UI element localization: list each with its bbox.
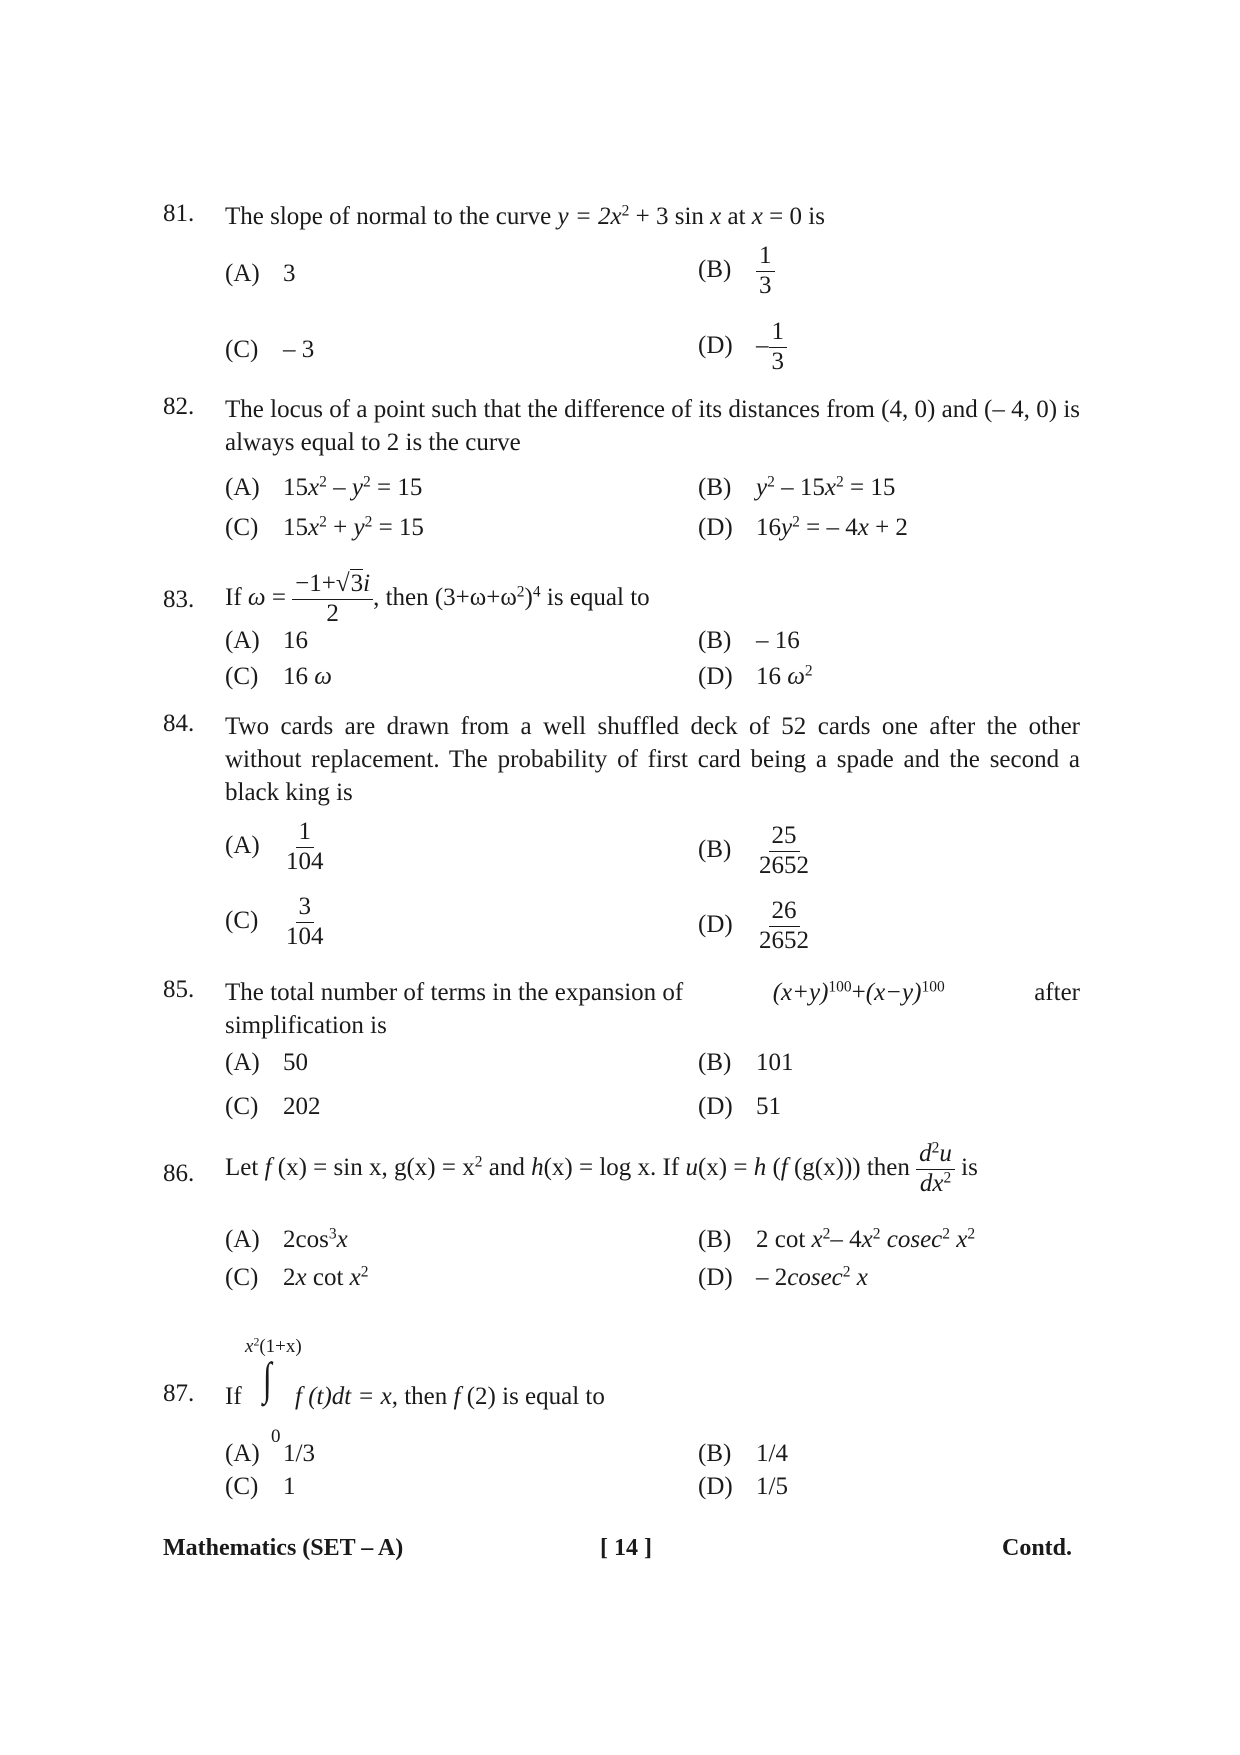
option-b: (B) 2 $\cot x^2-$ $4x^2$ cosec$^2$ $x^2$ [698, 1225, 976, 1253]
option-c: (C) 202 [225, 1093, 321, 1120]
option-c: (C) 1 [225, 1473, 296, 1500]
option-a: (A) 3 [225, 260, 296, 287]
question-text: The total number of terms in the expansion of $(x+y)^{100}+(x-y)^{100}$ after simplification is [225, 978, 1080, 1039]
option-d: (D) – $\frac{1}{3}$ [698, 318, 787, 377]
question-number: 82. [163, 393, 195, 420]
question-text: If $x^2(1+x)$ ∫ 0 f (t)dt = x, then f (2) is equal to [225, 1330, 1080, 1450]
option-b: (B) $\frac{25}{2652}$ [698, 822, 812, 881]
option-b: (B) 1/4 [698, 1440, 788, 1467]
fraction: $\frac{-1+√3i}{2}$ [292, 570, 373, 629]
question-number: 87. [163, 1380, 195, 1407]
fraction: $\frac{26}{2652}$ [759, 897, 809, 954]
option-c: (C) $15x^2 + y^2 = 15$ [225, 513, 424, 541]
option-c: (C) $\frac{3}{104}$ [225, 893, 327, 952]
option-a: (A) 1/3 [225, 1440, 315, 1467]
question-text: The locus of a point such that the difference of its distances from (4, 0) and (– 4, 0) is always equal to 2 is the curve [225, 396, 1080, 456]
option-a: (A) $2\cos^3x$ [225, 1225, 348, 1253]
derivative-fraction: $\frac{d^2u}{dx^2}$ [916, 1140, 955, 1199]
question-text: The slope of normal to the curve $y = 2x^2 + 3$ sin x at x = 0 is [225, 202, 825, 230]
question-number: 86. [163, 1160, 195, 1187]
option-a: (A) 16 [225, 627, 308, 654]
fraction: $\frac{3}{104}$ [286, 893, 324, 950]
fraction: $\frac{25}{2652}$ [759, 822, 809, 879]
option-b: (B) 101 [698, 1049, 794, 1076]
option-c: (C) – 3 [225, 336, 315, 363]
option-d: (D) 51 [698, 1093, 781, 1120]
option-b: (B) – 16 [698, 627, 800, 654]
option-b: (B) $y^2 - 15x^2 = 15$ [698, 473, 896, 501]
option-b: (B) $\frac{1}{3}$ [698, 242, 775, 301]
integral-lower-limit: 0 [271, 1426, 281, 1447]
footer-contd: Contd. [1002, 1535, 1073, 1561]
fraction: $\frac{1}{104}$ [286, 818, 324, 875]
option-d: (D) $\frac{26}{2652}$ [698, 897, 812, 956]
question-text: If ω = $\frac{-1+√3i}{2}$ , then $(3+\omega+\omega^2)^4$ is equal to [225, 570, 650, 627]
fraction: $\frac{1}{3}$ [769, 318, 788, 377]
option-a: (A) 50 [225, 1049, 308, 1076]
integral-upper-limit: $x^2(1+x)$ [245, 1335, 302, 1357]
option-d: (D) 16 $\omega^2$ [698, 662, 813, 690]
question-number: 85. [163, 976, 195, 1003]
option-a: (A) $15x^2 - y^2 = 15$ [225, 473, 423, 501]
option-a: (A) $\frac{1}{104}$ [225, 818, 327, 877]
footer-page-number: [ 14 ] [600, 1535, 652, 1561]
footer-subject: Mathematics (SET – A) [163, 1535, 404, 1561]
question-text: Two cards are drawn from a well shuffled deck of 52 cards one after the other without replacement. The probability of first card being a spade and the second a black king is [225, 713, 1080, 806]
option-d: (D) 1/5 [698, 1473, 788, 1500]
integral-sign: ∫ [262, 1353, 272, 1404]
question-number: 84. [163, 710, 195, 737]
option-c: (C) 16 ω [225, 663, 332, 690]
option-d: (D) – 2cosec$^2$ x [698, 1263, 868, 1291]
option-c: (C) 2x $\cot x^2$ [225, 1263, 369, 1291]
question-number: 83. [163, 586, 195, 613]
question-number: 81. [163, 200, 195, 227]
option-d: (D) $16y^2$ = – 4x + 2 [698, 513, 908, 541]
fraction: $\frac{1}{3}$ [756, 242, 775, 301]
question-text: Let f (x) = sin x, $g(x) = x^2$ and h(x) = log x. If u(x) = h (f (g(x))) then $\frac{d^2u}{dx^2}$ is [225, 1139, 978, 1197]
